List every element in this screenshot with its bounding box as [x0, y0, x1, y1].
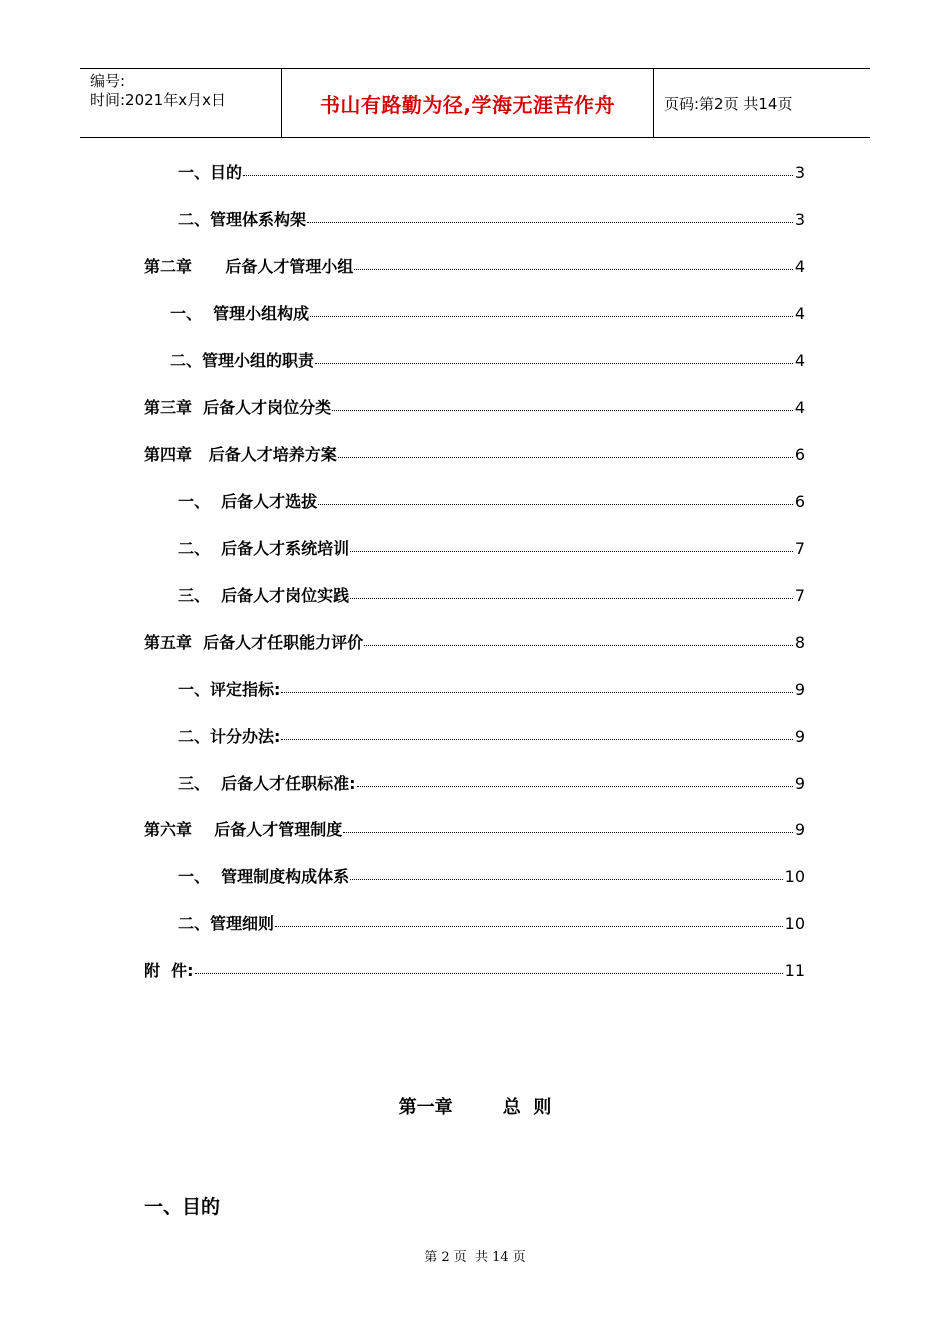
toc-entry-page: 4	[794, 351, 805, 370]
toc-entry-title: 第六章 后备人才管理制度	[144, 820, 343, 839]
toc-leader	[281, 738, 792, 740]
toc-entry-title: 一、评定指标:	[178, 680, 281, 699]
toc-entry-page: 4	[794, 304, 805, 323]
toc-leader	[350, 597, 793, 599]
toc-entry-title: 第五章 后备人才任职能力评价	[144, 633, 364, 652]
toc-leader	[350, 878, 782, 880]
toc-entry[interactable]	[144, 817, 805, 839]
chapter-title: 第一章 总 则	[398, 1097, 552, 1118]
toc-entry-page: 10	[784, 914, 805, 933]
toc-entry-title: 第三章 后备人才岗位分类	[144, 398, 332, 417]
toc-entry-page: 3	[794, 163, 805, 182]
toc-entry[interactable]	[144, 442, 805, 464]
toc-leader	[350, 550, 793, 552]
toc-entry-page: 11	[784, 961, 805, 980]
header-meta	[80, 69, 282, 137]
toc-leader	[307, 221, 793, 223]
toc-entry[interactable]	[144, 630, 805, 652]
section-heading: 一、目的	[144, 1196, 221, 1218]
toc-entry-title: 一、目的	[178, 163, 243, 182]
toc-entry-page: 9	[794, 774, 805, 793]
toc-entry-page: 9	[794, 727, 805, 746]
toc-leader	[281, 691, 792, 693]
page-footer: 第 2 页 共 14 页	[424, 1250, 526, 1265]
toc-entry-title: 第二章 后备人才管理小组	[144, 257, 354, 276]
toc-leader	[310, 315, 793, 317]
toc-entry-title: 附 件:	[144, 961, 194, 980]
toc-entry-page: 4	[794, 398, 805, 417]
page-header	[80, 68, 870, 138]
toc-entry-title: 三、 后备人才任职标准:	[178, 774, 356, 793]
toc-entry-page: 6	[794, 492, 805, 511]
toc-leader	[354, 268, 792, 270]
toc-leader	[275, 925, 783, 927]
toc-entry-title: 三、 后备人才岗位实践	[178, 586, 350, 605]
toc-leader	[243, 174, 793, 176]
toc-leader	[318, 503, 793, 505]
toc-entry-title: 一、 后备人才选拔	[178, 492, 318, 511]
toc-leader	[338, 456, 793, 458]
document-number: 编号:	[90, 72, 126, 90]
toc-entry-title: 二、管理细则	[178, 914, 275, 933]
toc-entry[interactable]	[170, 301, 805, 323]
toc-entry-page: 9	[794, 680, 805, 699]
toc-entry-title: 一、 管理小组构成	[170, 304, 310, 323]
toc-entry-page: 4	[794, 257, 805, 276]
toc-entry[interactable]	[178, 160, 805, 182]
toc-entry[interactable]	[178, 583, 805, 605]
toc-entry[interactable]	[178, 536, 805, 558]
toc-entry[interactable]	[178, 677, 805, 699]
toc-entry[interactable]	[178, 489, 805, 511]
toc-entry[interactable]	[178, 724, 805, 746]
header-motto: 书山有路勤为径,学海无涯苦作舟	[282, 69, 654, 137]
header-page-info: 页码:第2页 共14页	[664, 94, 793, 113]
toc-entry-title: 二、管理小组的职责	[170, 351, 315, 370]
toc-entry-page: 10	[784, 867, 805, 886]
toc-entry-page: 7	[794, 586, 805, 605]
toc-entry-page: 6	[794, 445, 805, 464]
toc-leader	[343, 831, 793, 833]
toc-entry[interactable]	[144, 395, 805, 417]
toc-entry[interactable]	[178, 864, 805, 886]
toc-leader	[364, 644, 793, 646]
document-date: 时间:2021年x月x日	[90, 91, 226, 109]
toc-entry-page: 8	[794, 633, 805, 652]
toc-entry-page: 3	[794, 210, 805, 229]
toc-entry-title: 二、计分办法:	[178, 727, 281, 746]
toc-entry-title: 二、管理体系构架	[178, 210, 307, 229]
toc-entry-title: 一、 管理制度构成体系	[178, 867, 350, 886]
toc-leader	[315, 362, 793, 364]
toc-entry[interactable]	[178, 911, 805, 933]
toc-entry-page: 7	[794, 539, 805, 558]
toc-entry-page: 9	[794, 820, 805, 839]
toc-entry[interactable]	[144, 254, 805, 276]
toc-entry[interactable]	[178, 207, 805, 229]
toc-entry[interactable]	[170, 348, 805, 370]
toc-entry-title: 第四章 后备人才培养方案	[144, 445, 337, 464]
toc-entry[interactable]	[144, 958, 805, 980]
toc-entry[interactable]	[178, 771, 805, 793]
toc-leader	[195, 972, 783, 974]
toc-leader	[357, 785, 793, 787]
toc-leader	[332, 409, 793, 411]
toc-entry-title: 二、 后备人才系统培训	[178, 539, 350, 558]
